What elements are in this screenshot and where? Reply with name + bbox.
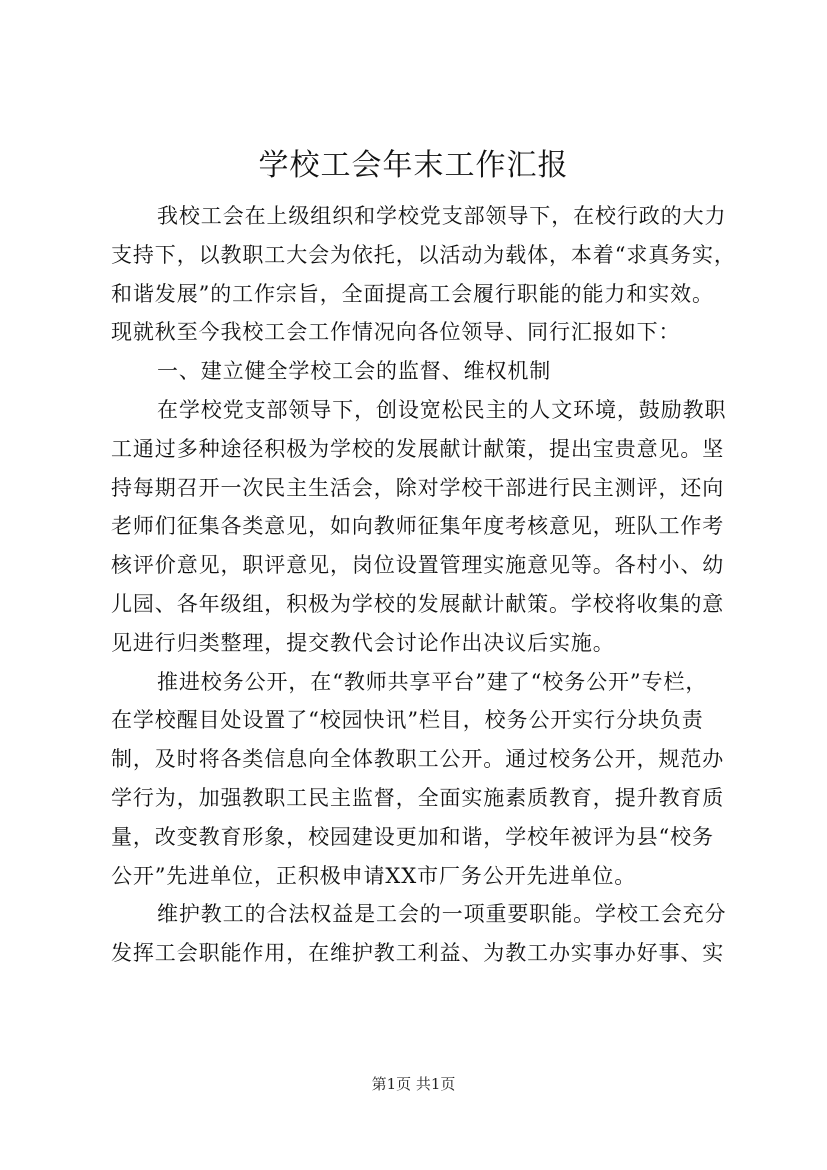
paragraph-line: 和谐发展”的工作宗旨，全面提高工会履行职能的能力和实效。 <box>111 281 714 306</box>
paragraph-line: 量，改变教育形象，校园建设更加和谐，学校年被评为县“校务 <box>111 824 714 849</box>
page-number-label: 第1页 共1页 <box>371 1075 456 1093</box>
paragraph-line: 支持下，以教职工大会为依托，以活动为载体，本着“求真务实， <box>111 242 736 267</box>
paragraph-line: 老师们征集各类意见，如向教师征集年度考核意见，班队工作考 <box>111 514 725 539</box>
paragraph-line: 学行为，加强教职工民主监督，全面实施素质教育，提升教育质 <box>111 785 725 810</box>
paragraph-line: 在学校醒目处设置了“校园快讯”栏目，校务公开实行分块负责 <box>111 708 704 733</box>
page-footer <box>0 1074 827 1094</box>
paragraph-line: 推进校务公开，在“教师共享平台”建了“校务公开”专栏， <box>157 669 708 694</box>
paragraph-line: 持每期召开一次民主生活会，除对学校干部进行民主测评，还向 <box>111 475 725 500</box>
paragraph-line: 见进行归类整理，提交教代会讨论作出决议后实施。 <box>111 630 615 655</box>
document-title: 学校工会年末工作汇报 <box>258 148 569 183</box>
paragraph-line: 发挥工会职能作用，在维护教工利益、为教工办实事办好事、实 <box>111 941 725 966</box>
section-heading: 一、建立健全学校工会的监督、维权机制 <box>157 359 552 384</box>
paragraph-line: 工通过多种途径积极为学校的发展献计献策，提出宝贵意见。坚 <box>111 436 725 461</box>
paragraph-line: 我校工会在上级组织和学校党支部领导下，在校行政的大力 <box>157 204 727 228</box>
paragraph-line: 现就秋至今我校工会工作情况向各位领导、同行汇报如下： <box>111 320 681 345</box>
paragraph-line: 制，及时将各类信息向全体教职工公开。通过校务公开，规范办 <box>111 747 725 772</box>
paragraph-line: 儿园、各年级组，积极为学校的发展献计献策。学校将收集的意 <box>111 591 725 616</box>
document-body <box>111 197 736 973</box>
paragraph-line: 在学校党支部领导下，创设宽松民主的人文环境，鼓励教职 <box>157 397 727 422</box>
paragraph-line: 维护教工的合法权益是工会的一项重要职能。学校工会充分 <box>157 902 727 927</box>
paragraph-line: 公开”先进单位，正积极申请XX市厂务公开先进单位。 <box>111 863 637 888</box>
paragraph-line: 核评价意见，职评意见，岗位设置管理实施意见等。各村小、幼 <box>111 553 725 578</box>
